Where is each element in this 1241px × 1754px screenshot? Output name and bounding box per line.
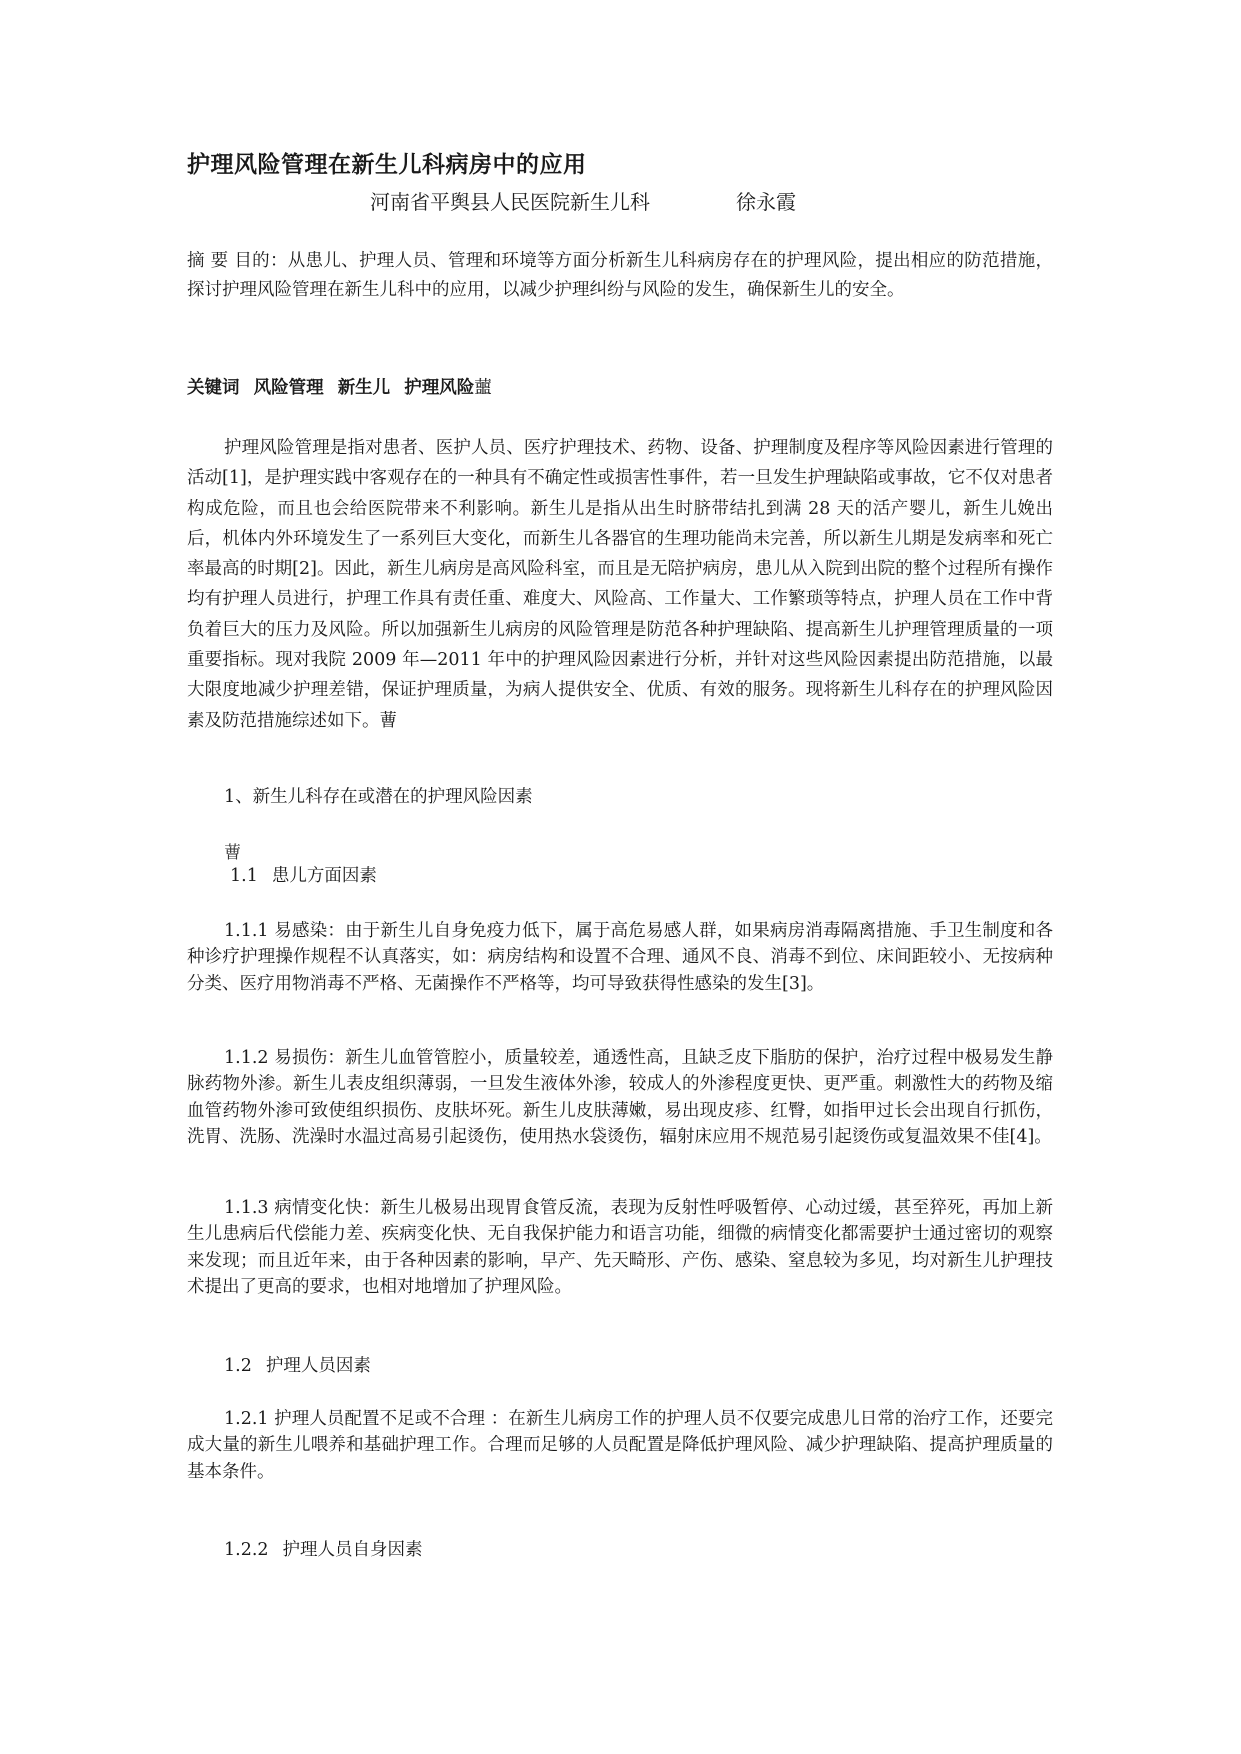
subsection-title: 患儿方面因素 xyxy=(271,866,377,886)
subsection-number: 1.2.2 xyxy=(224,1540,269,1560)
subsection-number: 1.1 xyxy=(230,866,258,886)
subsection-title: 护理人员因素 xyxy=(265,1356,371,1376)
subsection-title: 护理人员自身因素 xyxy=(282,1540,423,1560)
byline xyxy=(370,186,796,215)
document-title: 护理风险管理在新生儿科病房中的应用 xyxy=(187,152,587,178)
subsection-number: 1.2 xyxy=(224,1356,252,1376)
abstract: 摘 要 目的：从患儿、护理人员、管理和环境等方面分析新生儿科病房存在的护理风险，提出相应的防范措施，探讨护理风险管理在新生儿科中的应用，以减少护理纠纷与风险的发生，确保新生儿的安全。 xyxy=(187,251,1053,300)
section-heading: 1、新生儿科存在或潜在的护理风险因素 xyxy=(224,787,533,807)
stray-character: 蓸 xyxy=(224,843,241,863)
keyword: 风险管理 xyxy=(253,378,324,398)
keywords-trailing-mark: 蘁 xyxy=(474,378,492,398)
author: 徐永霞 xyxy=(736,190,796,214)
paragraph-1-1-1: 1.1.1 易感染：由于新生儿自身免疫力低下，属于高危易感人群，如果病房消毒隔离措施、手卫生制度和各种诊疗护理操作规程不认真落实，如：病房结构和设置不合理、通风不良、消毒不到位、床间距较小、无按病种分类、医疗用物消毒不严格、无菌操作不严格等，均可导致获得性感染的发生[3]。 xyxy=(187,921,1053,994)
subsection-heading xyxy=(224,1352,371,1377)
intro-paragraph: 护理风险管理是指对患者、医护人员、医疗护理技术、药物、设备、护理制度及程序等风险因素进行管理的活动[1]，是护理实践中客观存在的一种具有不确定性或损害性事件，若一旦发生护理缺陷或事故，它不仅对患者构成危险，而且也会给医院带来不利影响。新生儿是指从出生时脐带结扎到满 28 天的活产婴儿，新生儿娩出后，机体内外环境发生了一系列巨大变化，而新生儿各器官的生理功能尚未完善，所以新生儿期是发病率和死亡率最高的时期[2]。因此，新生儿病房是高风险科室，而且是无陪护病房，患儿从入院到出院的整个过程所有操作均有护理人员进行，护理工作具有责任重、难度大、风险高、工作量大、工作繁琐等特点，护理人员在工作中背负着巨大的压力及风险。所以加强新生儿病房的风险管理是防范各种护理缺陷、提高新生儿护理管理质量的一项重要指标。现对我院 2009 年—2011 年中的护理风险因素进行分析，并针对这些风险因素提出防范措施，以最大限度地减少护理差错，保证护理质量，为病人提供安全、优质、有效的服务。现将新生儿科存在的护理风险因素及防范措施综述如下。蓸 xyxy=(187,438,1053,731)
subsection-heading xyxy=(224,1536,423,1561)
paragraph-1-2-1: 1.2.1 护理人员配置不足或不合理 ：在新生儿病房工作的护理人员不仅要完成患儿日常的治疗工作，还要完成大量的新生儿喂养和基础护理工作。合理而足够的人员配置是降低护理风险、减少护理缺陷、提高护理质量的基本条件。 xyxy=(187,1409,1053,1482)
paragraph-1-1-3: 1.1.3 病情变化快：新生儿极易出现胃食管反流，表现为反射性呼吸暂停、心动过缓，甚至猝死，再加上新生儿患病后代偿能力差、疾病变化快、无自我保护能力和语言功能，细微的病情变化都需要护士通过密切的观察来发现；而且近年来，由于各种因素的影响，早产、先天畸形、产伤、感染、窒息较为多见，均对新生儿护理技术提出了更高的要求，也相对地增加了护理风险。 xyxy=(187,1198,1053,1297)
keywords-label: 关键词 xyxy=(187,378,240,398)
paragraph-1-1-2: 1.1.2 易损伤：新生儿血管管腔小，质量较差，通透性高，且缺乏皮下脂肪的保护，治疗过程中极易发生静脉药物外渗。新生儿表皮组织薄弱，一旦发生液体外渗，较成人的外渗程度更快、更严重。刺激性大的药物及缩血管药物外渗可致使组织损伤、皮肤坏死。新生儿皮肤薄嫩，易出现皮疹、红臀，如指甲过长会出现自行抓伤，洗胃、洗肠、洗澡时水温过高易引起烫伤，使用热水袋烫伤，辐射床应用不规范易引起烫伤或复温效果不佳[4]。 xyxy=(187,1048,1053,1147)
keyword: 新生儿 xyxy=(337,378,391,398)
keyword: 护理风险 xyxy=(404,378,475,398)
affiliation: 河南省平舆县人民医院新生儿科 xyxy=(370,190,650,214)
keywords-line xyxy=(187,374,492,399)
subsection-heading xyxy=(230,862,377,887)
